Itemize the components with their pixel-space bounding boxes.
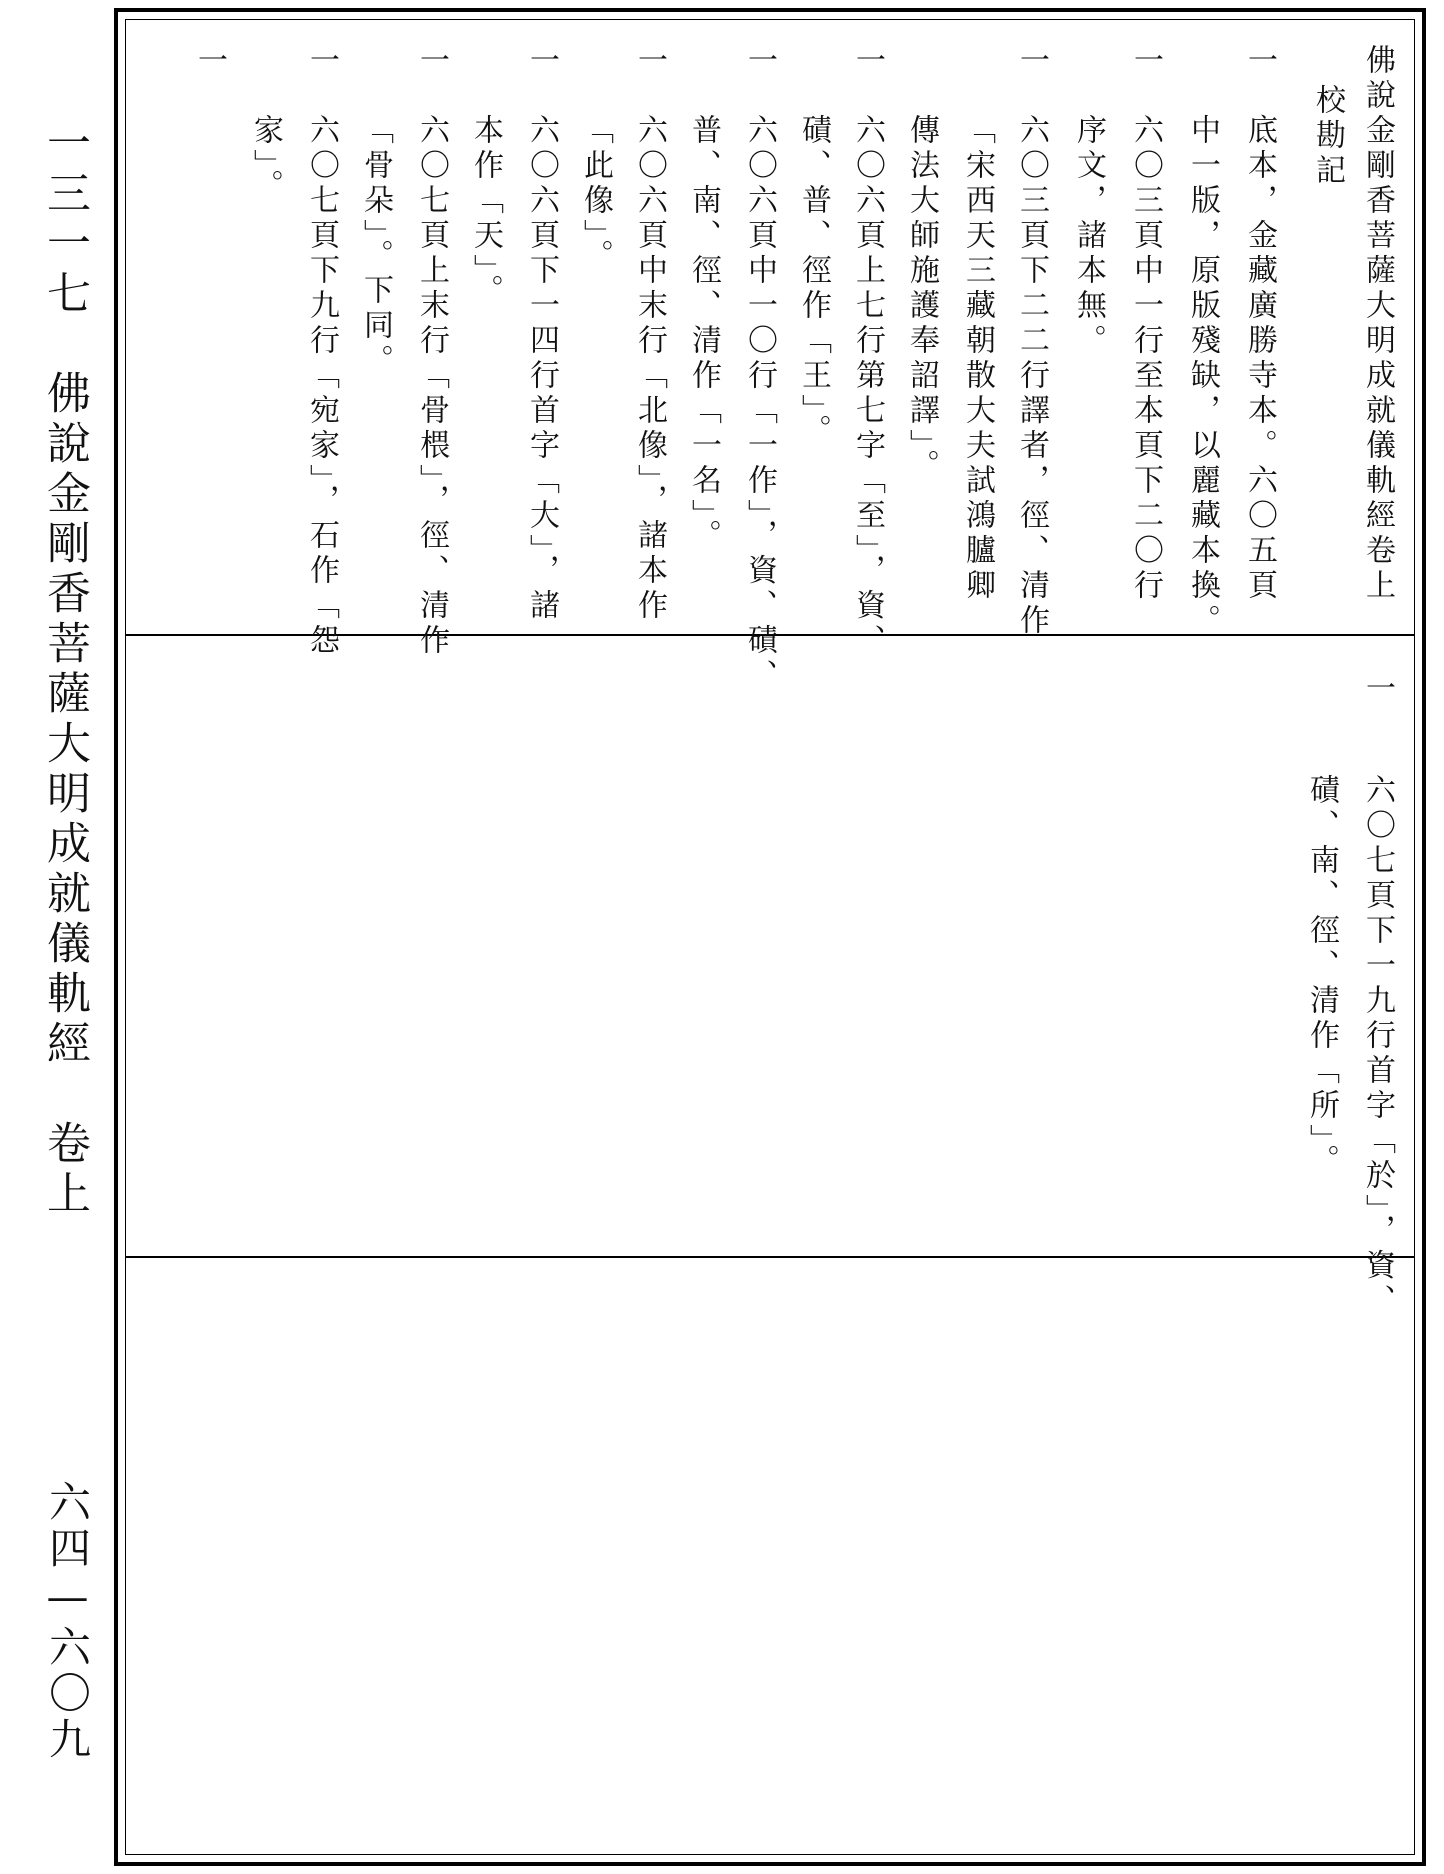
collation-line: 底本，金藏廣勝寺本。六〇五頁 [1242, 114, 1277, 604]
collation-line: 磧、普、徑作「王」。 [796, 114, 831, 449]
entry-marker: 一 [1014, 44, 1049, 79]
sutra-title: 佛說金剛香菩薩大明成就儀軌經卷上 [1360, 44, 1395, 604]
entry-marker: 一 [632, 44, 667, 79]
collation-line: 六〇六頁上七行第七字「至」，資、 [850, 114, 885, 659]
collation-heading: 校勘記 [1310, 84, 1345, 189]
page-frame [114, 8, 1426, 1866]
collation-line: 本作「天」。 [468, 114, 503, 309]
entry-marker: 一 [742, 44, 777, 79]
collation-line: 磧、南、徑、清作「所」。 [1304, 774, 1339, 1179]
entry-marker: 一 [850, 44, 885, 79]
entry-marker: 一 [524, 44, 559, 79]
collation-line: 六〇三頁下二二行譯者，徑、清作 [1014, 114, 1049, 639]
collation-line: 六〇六頁中末行「北像」，諸本作 [632, 114, 667, 624]
entry-marker: 一 [1128, 44, 1163, 79]
collation-line: 傳法大師施護奉詔譯」。 [904, 114, 939, 484]
collation-line: 「骨朵」。下同。 [358, 114, 393, 379]
collation-line: 六〇七頁上末行「骨椳」，徑、清作 [414, 114, 449, 659]
collation-line: 序文，諸本無。 [1071, 114, 1106, 359]
entry-marker: 一 [304, 44, 339, 79]
collation-line: 「宋西天三藏朝散大夫試鴻臚卿 [960, 114, 995, 604]
entry-marker: 一 [414, 44, 449, 79]
entry-marker: 一 [1360, 672, 1395, 707]
collation-line: 中一版，原版殘缺，以麗藏本換。 [1185, 114, 1220, 639]
collation-line: 六〇七頁下一九行首字「於」，資、 [1360, 774, 1395, 1319]
collation-line: 六〇七頁下九行「宛家」，石作「怨 [304, 114, 339, 659]
margin-title: 一三一七 佛說金剛香菩薩大明成就儀軌經 卷上 [39, 120, 90, 1220]
margin-page-number: 六四—六〇九 [43, 1480, 92, 1763]
collation-line: 六〇六頁下一四行首字「大」，諸 [524, 114, 559, 624]
collation-line: 六〇六頁中一〇行「一作」，資、磧、 [742, 114, 777, 694]
collation-line: 「此像」。 [578, 114, 613, 274]
entry-marker: 一 [1242, 44, 1277, 79]
collation-line: 六〇三頁中一行至本頁下二〇行 [1128, 114, 1163, 604]
section-divider [125, 1256, 1415, 1258]
collation-line: 家」。 [248, 114, 283, 204]
entry-marker: 一 [192, 44, 227, 79]
collation-line: 普、南、徑、清作「一名」。 [686, 114, 721, 554]
